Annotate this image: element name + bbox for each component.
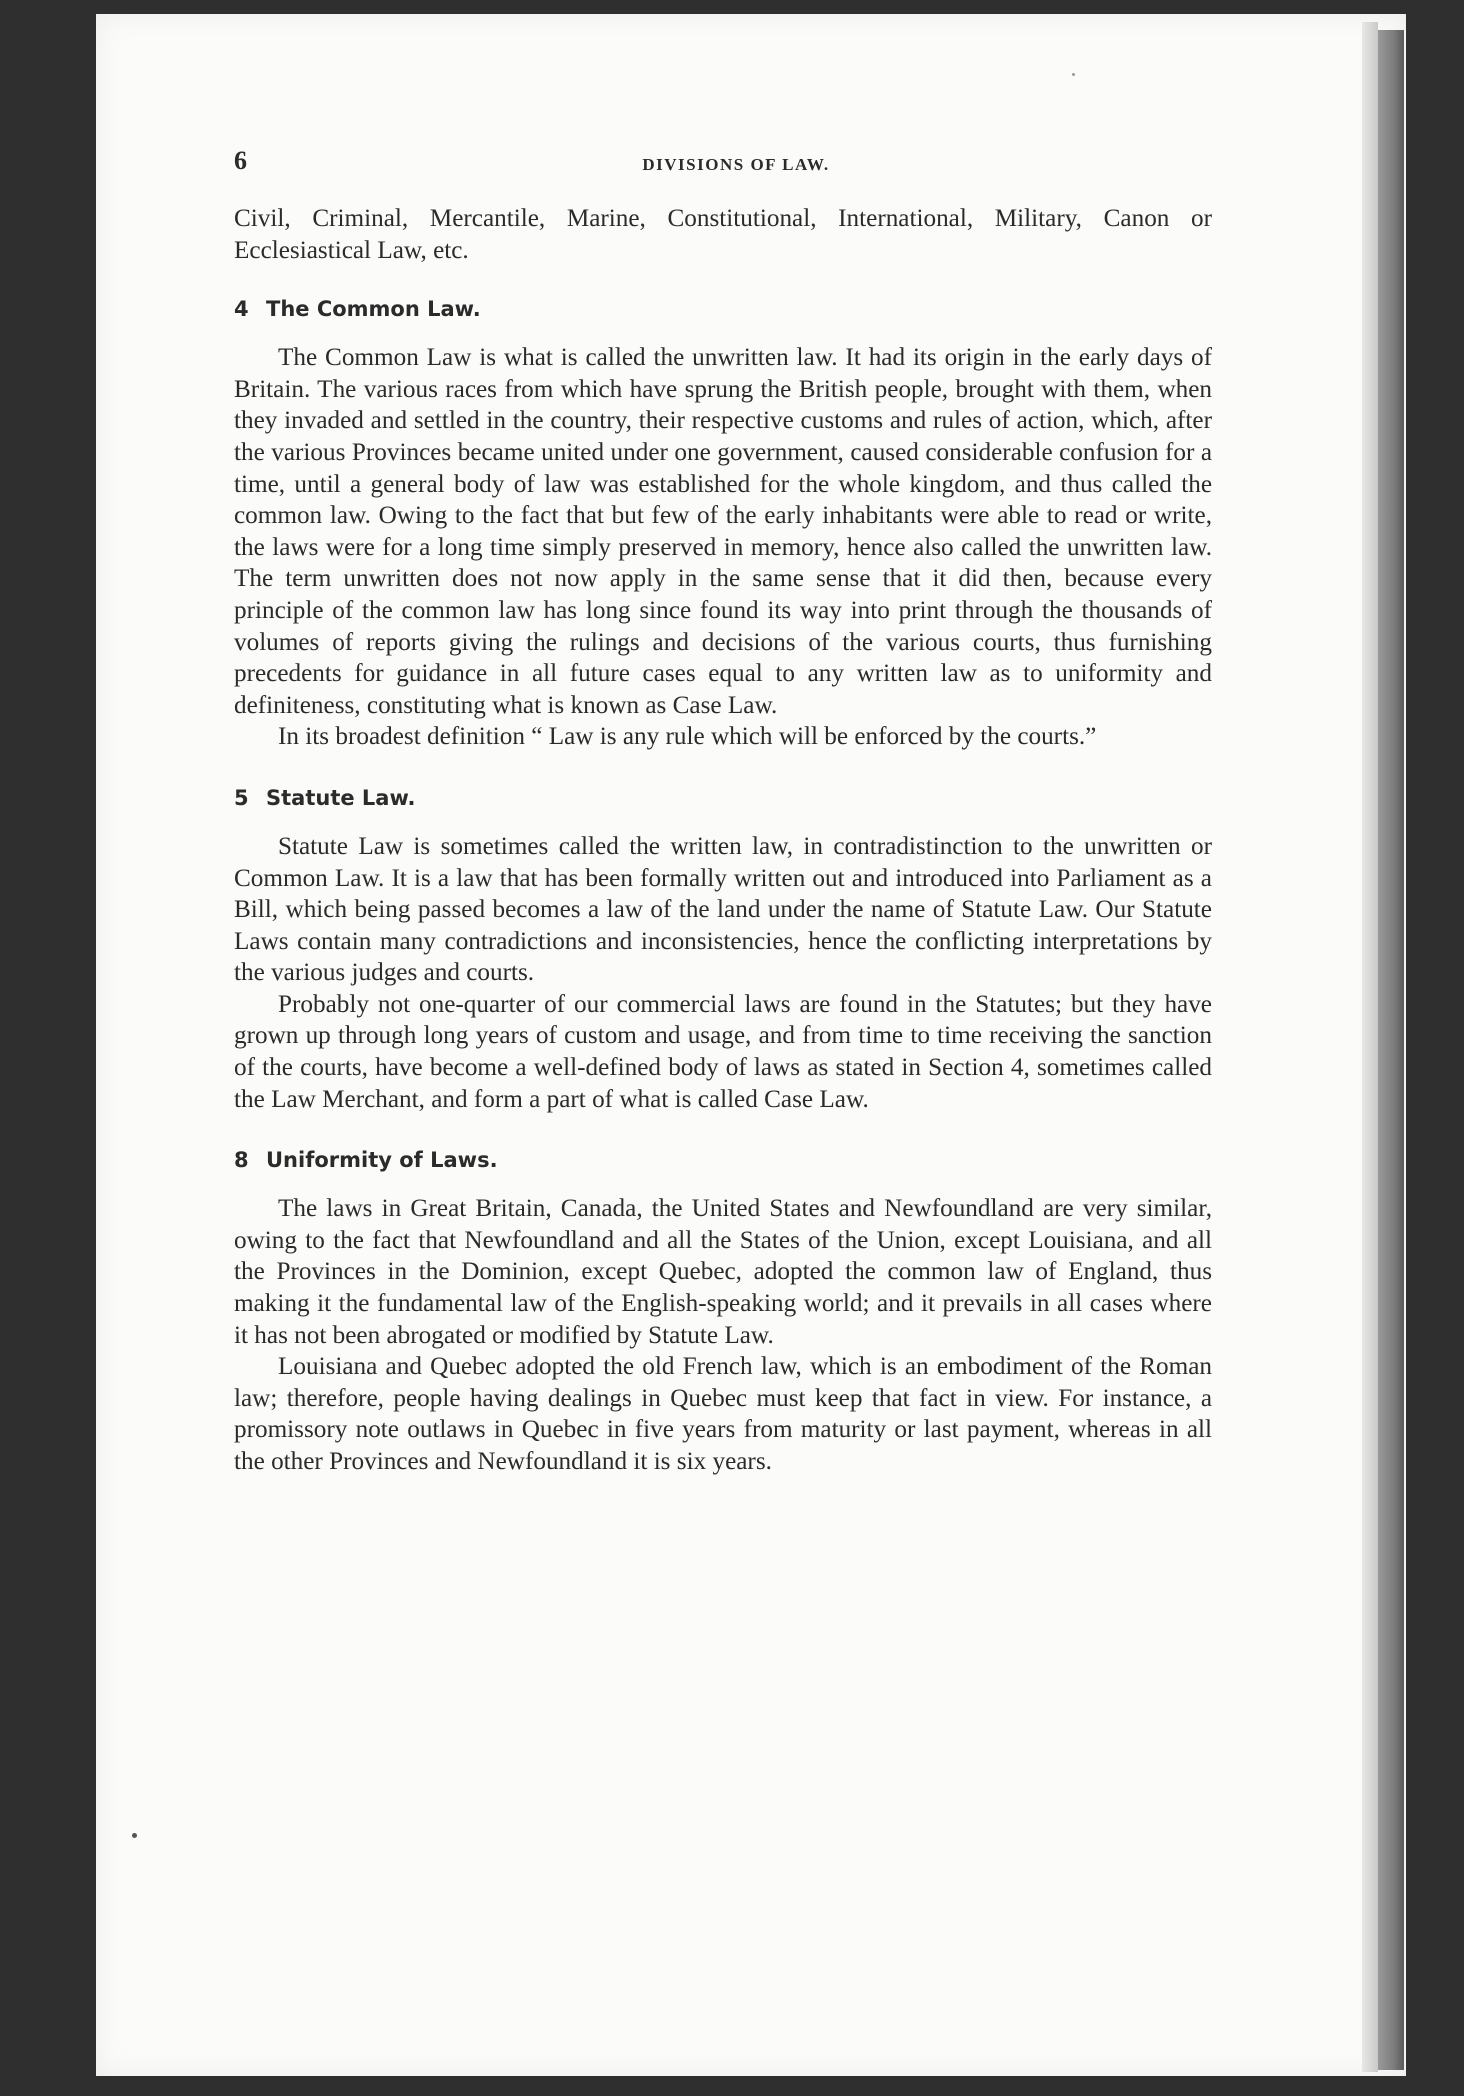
page-content xyxy=(234,145,1212,1508)
paragraph: The Common Law is what is called the unwritten law. It had its origin in the early days of Britain. The various races from which have sprung the British people, brought with them, when they invaded and settled in the country, their respective customs and rules of action, which, after the various Provinces became united under one government, caused considerable confusion for a time, until a general body of law was established for the whole kingdom, and thus called the common law. Owing to the fact that but few of the early inhabitants were able to read or write, the laws were for a long time simply preserved in memory, hence also called the unwritten law. The term unwritten does not now apply in the same sense that it did then, because every principle of the common law has long since found its way into print through the thousands of volumes of reports giving the rulings and decisions of the various courts, thus furnishing precedents for guidance in all future cases equal to any written law as to uniformity and definiteness, constituting what is known as Case Law. xyxy=(234,344,1212,719)
paragraph: Probably not one-quarter of our commercial laws are found in the Statutes; but they have grown up through long years of custom and usage, and from time to time receiving the sanction of the courts, have become a well-defined body of laws as stated in Section 4, sometimes called the Law Merchant, and form a part of what is called Case Law. xyxy=(234,990,1212,1113)
section-heading xyxy=(234,783,1212,813)
page-edge-light xyxy=(1362,22,1378,2072)
running-head xyxy=(234,145,1212,185)
section-number: 8 xyxy=(234,1148,249,1173)
scan-speck xyxy=(1072,73,1075,76)
section-title: The Common Law. xyxy=(266,297,481,322)
section-title: Statute Law. xyxy=(266,785,416,810)
page-edge-shadow xyxy=(1378,30,1404,2070)
running-title: DIVISIONS OF LAW. xyxy=(642,155,830,174)
paragraph: Louisiana and Quebec adopted the old French law, which is an embodiment of the Roman law; therefore, people having dealings in Quebec must keep that fact in view. For instance, a promissory note outlaws in Quebec in five years from maturity or last payment, whereas in all the other Provinces and Newfoundland it is six years. xyxy=(234,1353,1212,1475)
section-statute-law xyxy=(234,783,1212,1115)
section-common-law xyxy=(234,294,1212,753)
section-number: 5 xyxy=(234,785,249,810)
paragraph: The laws in Great Britain, Canada, the United States and Newfoundland are very similar, owing to the fact that Newfoundland and all the States of the Union, except Louisiana, and all the Provinces in the Dominion, except Quebec, adopted the common law of England, thus making it the fundamental law of the English-speaking world; and it prevails in all cases where it has not been abrogated or modified by Statute Law. xyxy=(234,1195,1212,1349)
section-uniformity-of-laws xyxy=(234,1145,1212,1477)
section-title: Uniformity of Laws. xyxy=(266,1148,498,1173)
section-heading xyxy=(234,1145,1212,1175)
section-number: 4 xyxy=(234,297,249,322)
paragraph: In its broadest definition “ Law is any rule which will be enforced by the courts.” xyxy=(278,723,1097,751)
paragraph: Statute Law is sometimes called the written law, in contradistinction to the unwritten or Common Law. It is a law that has been formally written out and introduced into Parliament as a Bill, which being passed becomes a law of the land under the name of Statute Law. Our Statute Laws contain many contradictions and inconsistencies, hence the conflicting interpretations by the various judges and courts. xyxy=(234,832,1212,987)
page-number: 6 xyxy=(234,146,247,175)
scan-speck xyxy=(132,1833,137,1838)
continuation-paragraph: Civil, Criminal, Mercantile, Marine, Constitutional, International, Military, Canon or Ecclesiastical Law, etc. xyxy=(234,205,1212,264)
section-heading xyxy=(234,294,1212,324)
